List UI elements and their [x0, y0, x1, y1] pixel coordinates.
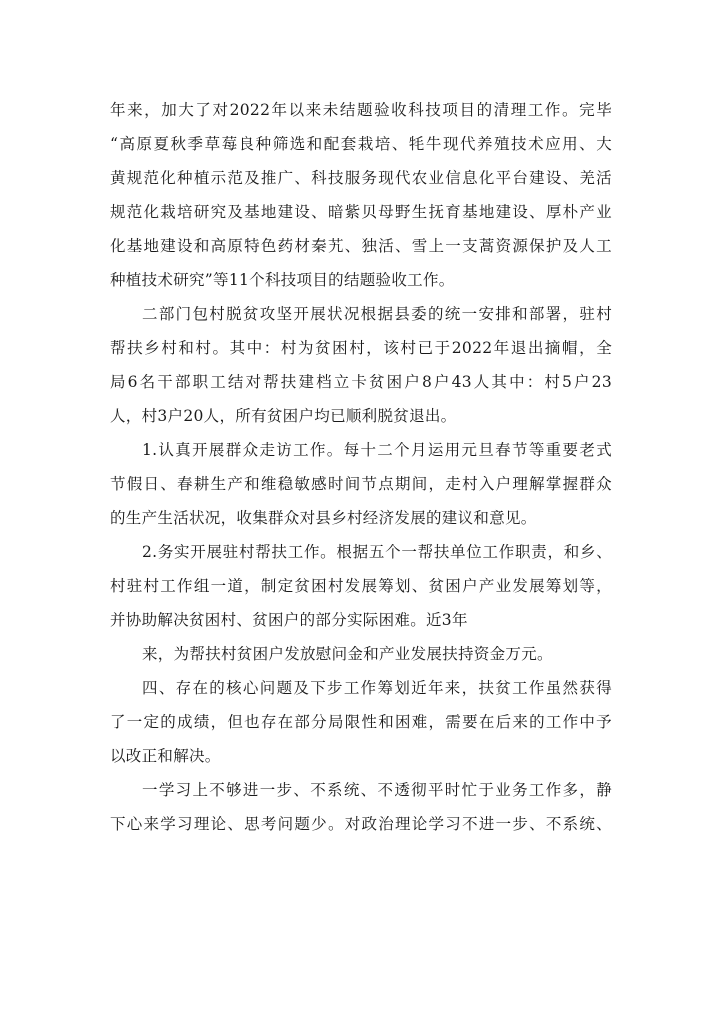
text-line: 化基地建设和高原特色药材秦艽、独活、雪上一支蒿资源保护及人工	[110, 237, 612, 255]
paragraph-first-line: 来，为帮扶村贫困户发放慰问金和产业发展扶持资金万元。	[142, 645, 553, 663]
text-line: 帮扶乡村和村。其中：村为贫困村，该村已于2022年退出摘帽，全	[110, 339, 612, 357]
paragraph-first-line: 二部门包村脱贫攻坚开展状况根据县委的统一安排和部署，驻村	[142, 305, 612, 323]
text-line: 种植技术研究”等11个科技项目的结题验收工作。	[110, 271, 455, 289]
text-line: 人，村3户20人，所有贫困户均已顺利脱贫退出。	[110, 407, 457, 425]
text-line: 以改正和解决。	[110, 747, 221, 765]
text-line: 村驻村工作组一道，制定贫困村发展筹划、贫困户产业发展筹划等，	[110, 577, 612, 595]
text-line: 规范化栽培研究及基地建设、暗紫贝母野生抚育基地建设、厚朴产业	[110, 203, 612, 221]
paragraph-first-line: 四、存在的核心问题及下步工作筹划近年来，扶贫工作虽然获得	[142, 679, 612, 697]
text-line: 黄规范化种植示范及推广、科技服务现代农业信息化平台建设、羌活	[110, 169, 612, 187]
text-line: 年来，加大了对2022年以来未结题验收科技项目的清理工作。完毕	[110, 101, 612, 119]
text-line: “高原夏秋季草莓良种筛选和配套栽培、牦牛现代养殖技术应用、大	[110, 135, 612, 153]
text-line: 并协助解决贫困村、贫困户的部分实际困难。近3年	[110, 611, 468, 629]
paragraph-first-line: 1.认真开展群众走访工作。每十二个月运用元旦春节等重要老式	[142, 441, 612, 459]
paragraph-first-line: 一学习上不够进一步、不系统、不透彻平时忙于业务工作多，静	[142, 781, 612, 799]
text-line: 了一定的成绩，但也存在部分局限性和困难，需要在后来的工作中予	[110, 713, 612, 731]
paragraph-first-line: 2.务实开展驻村帮扶工作。根据五个一帮扶单位工作职责，和乡、	[142, 543, 612, 561]
text-line: 的生产生活状况，收集群众对县乡村经济发展的建议和意见。	[110, 509, 537, 527]
text-line: 节假日、春耕生产和维稳敏感时间节点期间，走村入户理解掌握群众	[110, 475, 612, 493]
text-line: 局6名干部职工结对帮扶建档立卡贫困户8户43人其中：村5户23	[110, 373, 612, 391]
text-line: 下心来学习理论、思考问题少。对政治理论学习不进一步、不系统、	[110, 815, 612, 833]
